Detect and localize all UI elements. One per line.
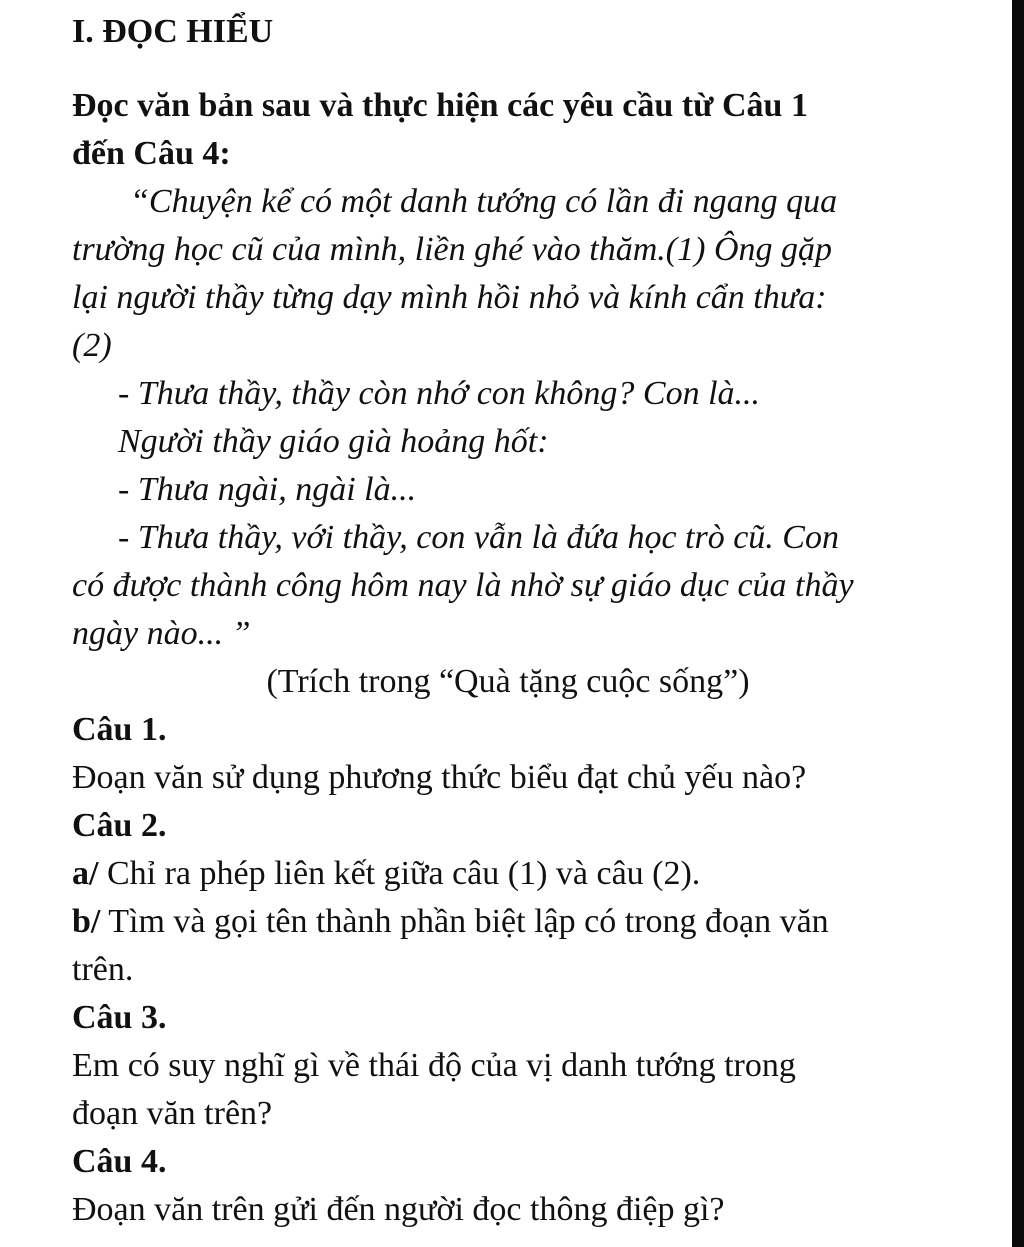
passage-line-4: (2) xyxy=(72,327,112,364)
question-1-label: Câu 1. xyxy=(72,711,167,748)
passage-line-6: Người thầy giáo già hoảng hốt: xyxy=(118,423,549,460)
passage-line-5: - Thưa thầy, thầy còn nhớ con không? Con là... xyxy=(118,375,761,412)
source-citation: (Trích trong “Quà tặng cuộc sống”) xyxy=(266,663,750,700)
question-2-a-text: Chỉ ra phép liên kết giữa câu (1) và câu (2). xyxy=(98,855,701,892)
question-3-label: Câu 3. xyxy=(72,999,167,1036)
question-3-text-line-2: đoạn văn trên? xyxy=(72,1095,273,1132)
passage-line-1: “Chuyện kể có một danh tướng có lần đi ngang qua xyxy=(130,183,838,220)
passage-line-3: lại người thầy từng dạy mình hồi nhỏ và kính cẩn thưa: xyxy=(72,279,827,316)
section-title: I. ĐỌC HIỂU xyxy=(72,13,274,50)
passage-line-2: trường học cũ của mình, liền ghé vào thăm.(1) Ông gặp xyxy=(72,231,833,268)
passage-line-7: - Thưa ngài, ngài là... xyxy=(118,471,417,508)
question-1-text: Đoạn văn sử dụng phương thức biểu đạt chủ yếu nào? xyxy=(72,759,807,796)
instruction-line-1: Đọc văn bản sau và thực hiện các yêu cầu từ Câu 1 xyxy=(72,87,808,124)
question-4-text: Đoạn văn trên gửi đến người đọc thông điệp gì? xyxy=(72,1191,725,1228)
right-scan-border xyxy=(1012,0,1024,1247)
question-2-b xyxy=(72,898,944,946)
passage-line-9: có được thành công hôm nay là nhờ sự giáo dục của thầy xyxy=(72,567,854,604)
question-2-b-prefix: b/ xyxy=(72,903,101,940)
document-page xyxy=(72,8,944,1234)
title-spacing xyxy=(72,62,944,82)
instruction-line-2: đến Câu 4: xyxy=(72,135,231,172)
question-3-text-line-1: Em có suy nghĩ gì về thái độ của vị danh tướng trong xyxy=(72,1047,796,1084)
cropped-next-line xyxy=(70,1238,950,1247)
question-2-label: Câu 2. xyxy=(72,807,167,844)
passage-line-8: - Thưa thầy, với thầy, con vẫn là đứa học trò cũ. Con xyxy=(118,519,839,556)
passage-line-10: ngày nào... ” xyxy=(72,615,251,652)
question-2-b-text-line-1: Tìm và gọi tên thành phần biệt lập có trong đoạn văn xyxy=(100,903,829,940)
question-4-label: Câu 4. xyxy=(72,1143,167,1180)
question-2-a xyxy=(72,850,944,898)
question-2-b-text-line-2: trên. xyxy=(72,951,134,988)
question-2-a-prefix: a/ xyxy=(72,855,99,892)
